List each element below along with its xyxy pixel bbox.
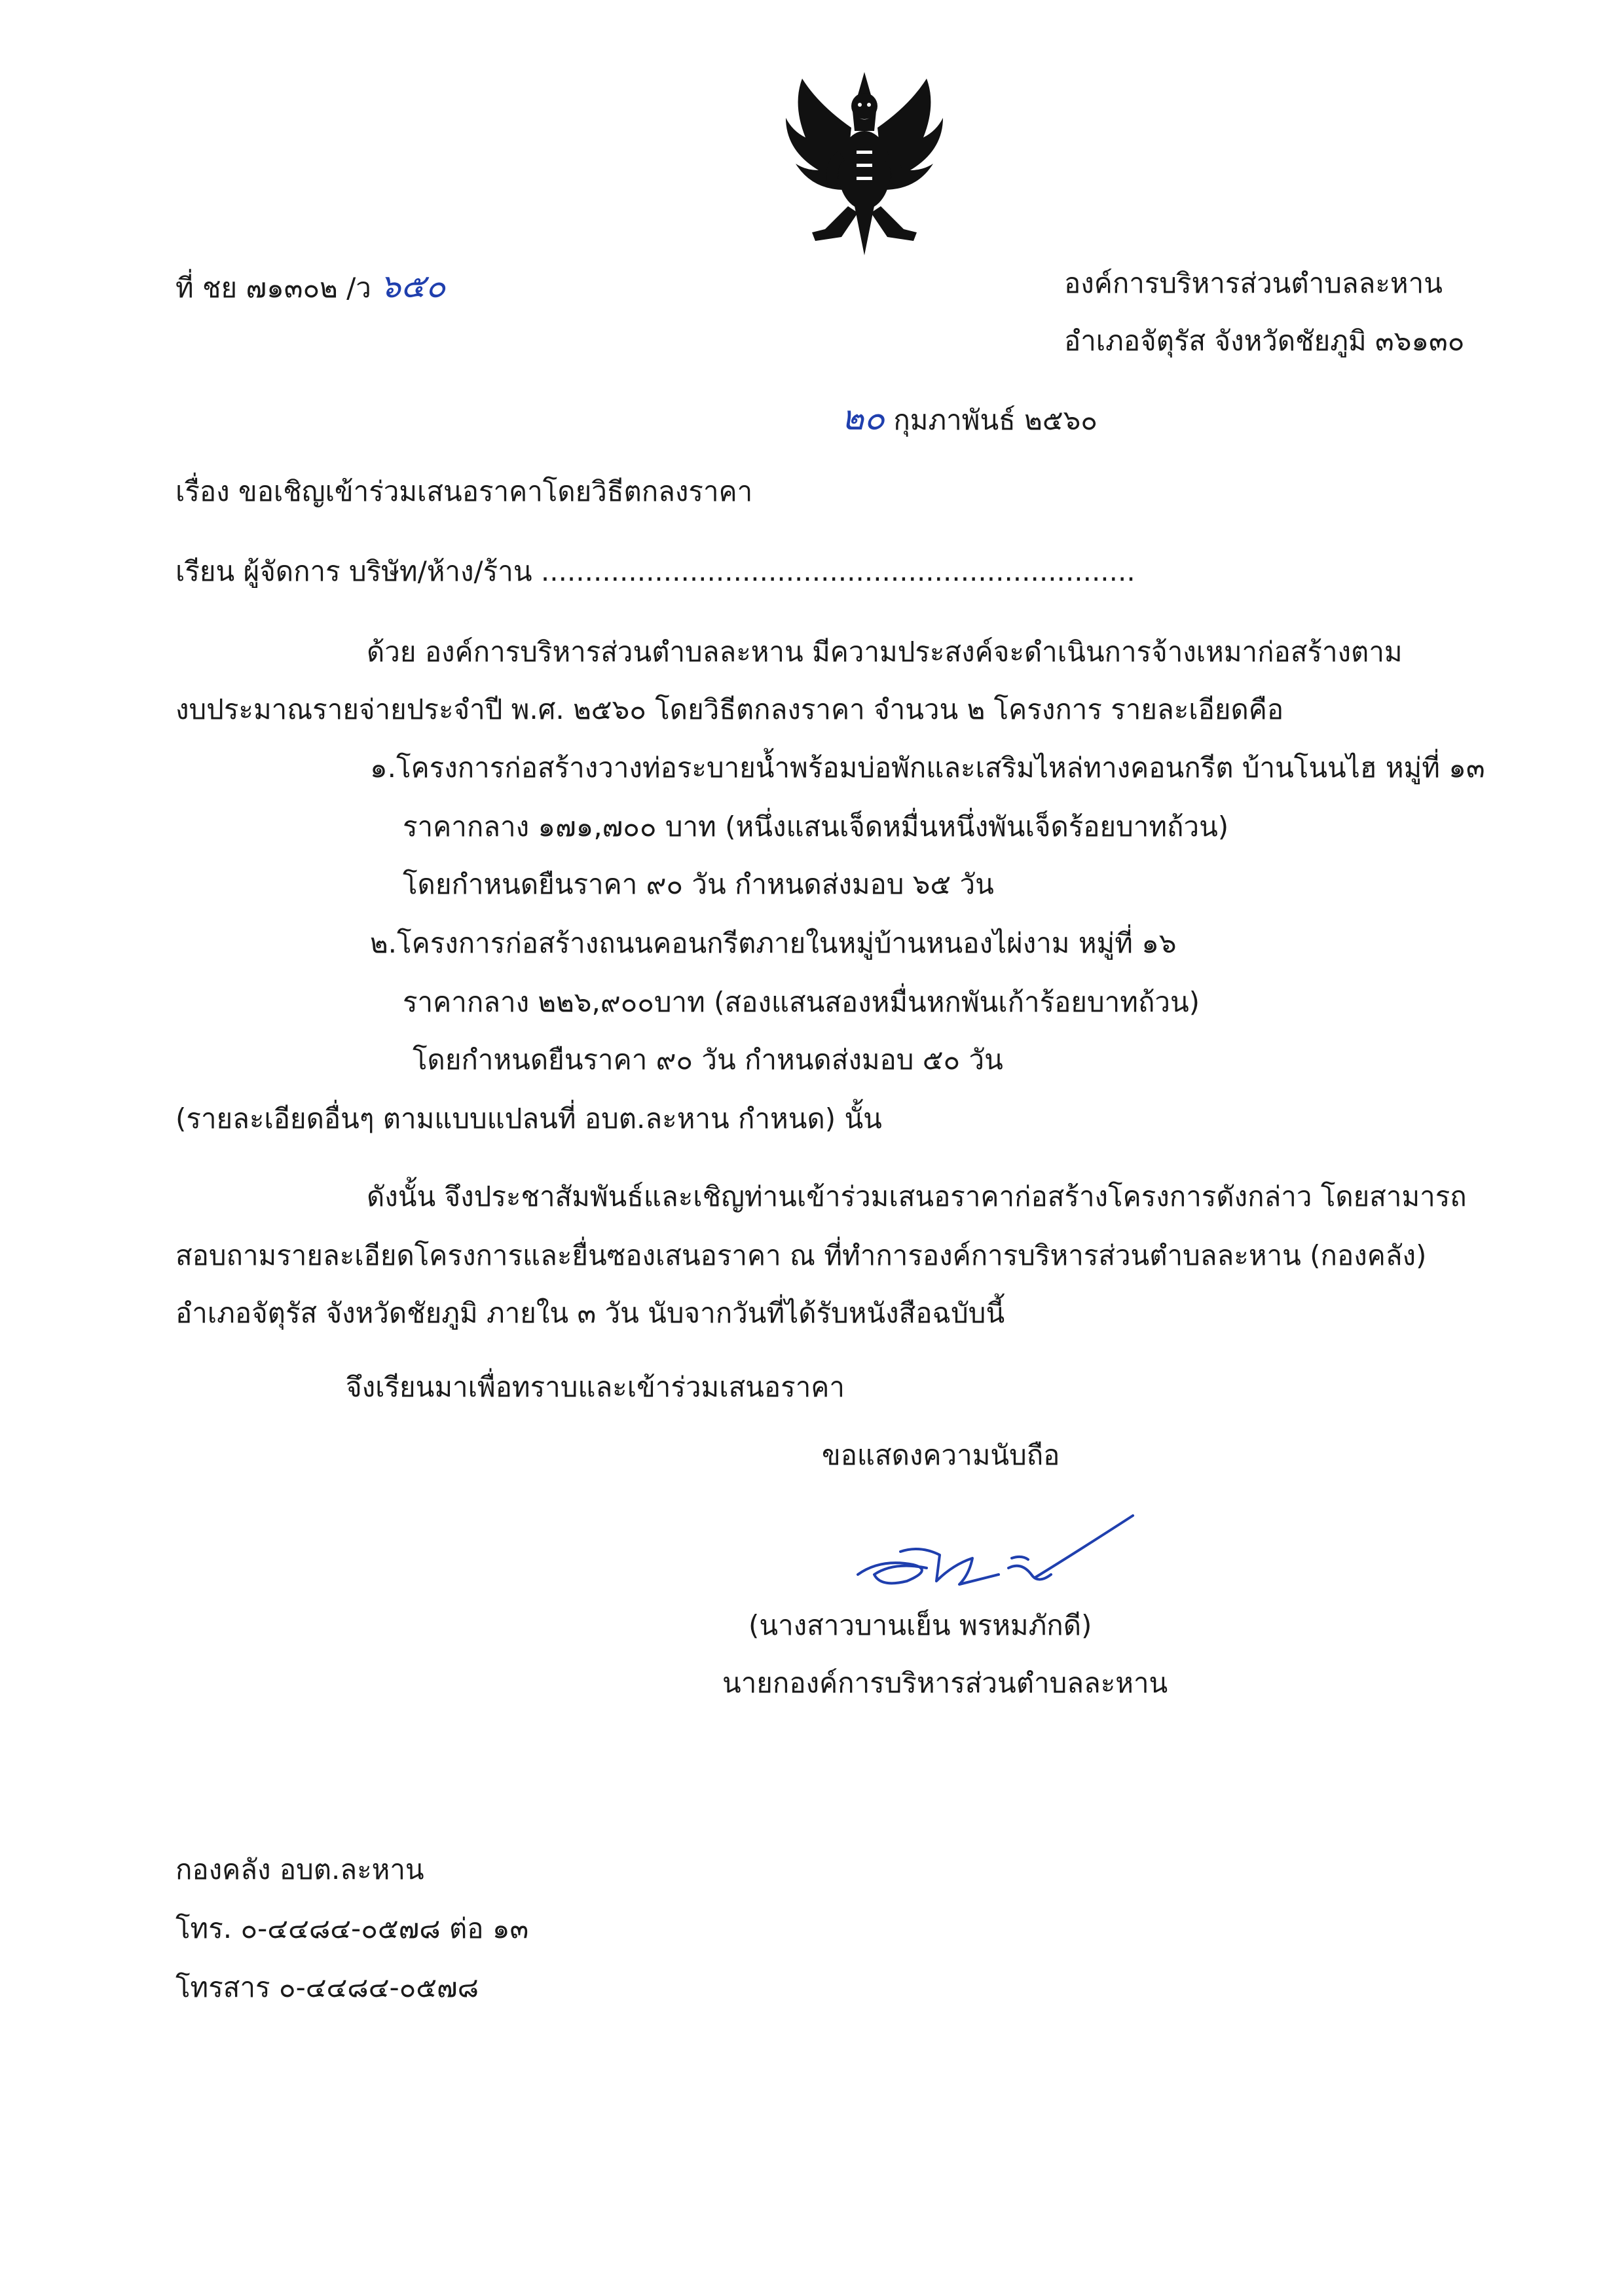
para2-line-1: ดังนั้น จึงประชาสัมพันธ์และเชิญท่านเข้าร่วมเสนอราคาก่อสร้างโครงการดังกล่าว โดยสามารถ — [367, 1180, 1467, 1212]
signatory-name: (นางสาวบานเย็น พรหมภักดี) — [748, 1609, 1092, 1641]
intro-line-1: ด้วย องค์การบริหารส่วนตำบลละหาน มีความประสงค์จะดำเนินการจ้างเหมาก่อสร้างตาม — [367, 636, 1403, 668]
project-1-price: ราคากลาง ๑๗๑,๗๐๐ บาท (หนึ่งแสนเจ็ดหมื่นหนึ่งพันเจ็ดร้อยบาทถ้วน) — [403, 811, 1229, 843]
document-date — [841, 399, 1098, 438]
recipient-line: เรียน ผู้จัดการ บริษัท/ห้าง/ร้าน .................................................................... — [175, 555, 1135, 587]
regards-line: ขอแสดงความนับถือ — [822, 1439, 1060, 1471]
doc-number-handwritten: ๖๕๐ — [380, 267, 446, 305]
para2-line-3: อำเภอจัตุรัส จังหวัดชัยภูมิ ภายใน ๓ วัน นับจากวันที่ได้รับหนังสือฉบับนี้ — [175, 1297, 1005, 1329]
org-name: องค์การบริหารส่วนตำบลละหาน — [1064, 267, 1443, 299]
doc-number — [175, 267, 446, 305]
project-1-terms: โดยกำหนดยืนราคา ๙๐ วัน กำหนดส่งมอบ ๖๕ วัน — [403, 868, 994, 900]
date-month-year: กุมภาพันธ์ ๒๕๖๐ — [893, 404, 1098, 436]
project-2-title: ๒.โครงการก่อสร้างถนนคอนกรีตภายในหมู่บ้านหนองไผ่งาม หมู่ที่ ๑๖ — [370, 927, 1177, 959]
details-note: (รายละเอียดอื่นๆ ตามแบบแปลนที่ อบต.ละหาน กำหนด) นั้น — [175, 1102, 882, 1135]
project-1-title: ๑.โครงการก่อสร้างวางท่อระบายน้ำพร้อมบ่อพักและเสริมไหล่ทางคอนกรีต บ้านโนนไฮ หมู่ที่ ๑๓ — [370, 752, 1485, 784]
footer-fax: โทรสาร ๐-๔๔๘๔-๐๕๗๘ — [175, 1971, 479, 2003]
project-2-terms: โดยกำหนดยืนราคา ๙๐ วัน กำหนดส่งมอบ ๕๐ วัน — [413, 1044, 1003, 1076]
closing-request: จึงเรียนมาเพื่อทราบและเข้าร่วมเสนอราคา — [346, 1371, 845, 1403]
intro-line-2: งบประมาณรายจ่ายประจำปี พ.ศ. ๒๕๖๐ โดยวิธีตกลงราคา จำนวน ๒ โครงการ รายละเอียดคือ — [175, 693, 1284, 725]
date-day-handwritten: ๒๐ — [841, 399, 885, 438]
org-address: อำเภอจัตุรัส จังหวัดชัยภูมิ ๓๖๑๓๐ — [1064, 325, 1465, 357]
para2-line-2: สอบถามรายละเอียดโครงการและยื่นซองเสนอราคา ณ ที่ทำการองค์การบริหารส่วนตำบลละหาน (กองคลัง) — [175, 1239, 1427, 1271]
signature-mark — [841, 1512, 1136, 1597]
garuda-emblem-icon — [766, 65, 963, 262]
doc-number-prefix: ที่ ชย ๗๑๓๐๒ /ว — [175, 272, 371, 304]
footer-phone: โทร. ๐-๔๔๘๔-๐๕๗๘ ต่อ ๑๓ — [175, 1912, 529, 1944]
signatory-position: นายกองค์การบริหารส่วนตำบลละหาน — [722, 1667, 1168, 1699]
subject-line: เรื่อง ขอเชิญเข้าร่วมเสนอราคาโดยวิธีตกลงราคา — [175, 475, 753, 507]
footer-department: กองคลัง อบต.ละหาน — [175, 1853, 424, 1886]
project-2-price: ราคากลาง ๒๒๖,๙๐๐บาท (สองแสนสองหมื่นหกพันเก้าร้อยบาทถ้วน) — [403, 986, 1200, 1018]
